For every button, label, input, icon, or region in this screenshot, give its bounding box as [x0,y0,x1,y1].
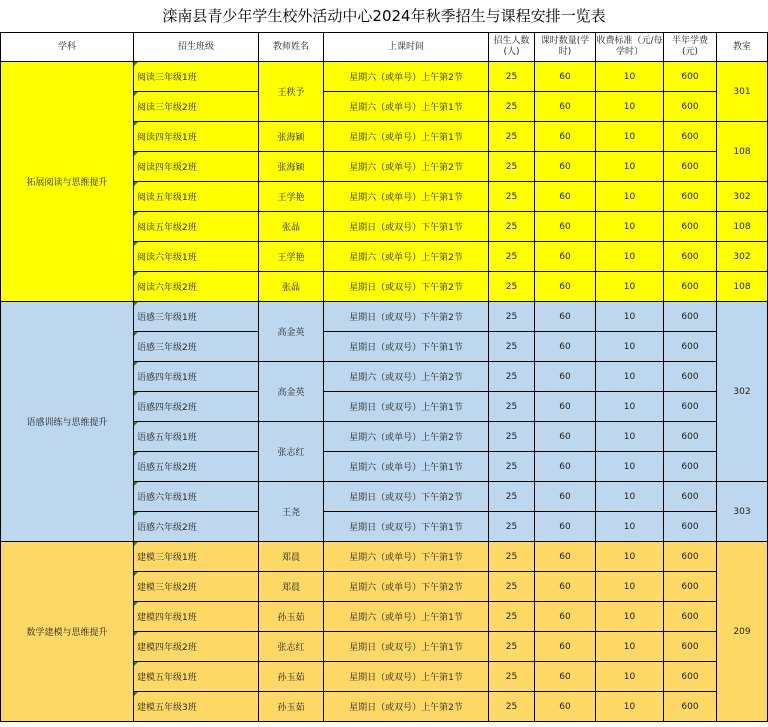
hours-cell[interactable]: 60 [535,572,596,602]
fee-cell[interactable]: 10 [596,602,664,632]
teacher-cell[interactable]: 孙玉茹 [259,662,324,692]
tuition-cell[interactable]: 600 [664,632,717,662]
enrollment-cell[interactable]: 25 [489,302,535,332]
class-cell[interactable]: 阅读四年级2班 [134,152,259,182]
classroom-cell[interactable]: 302 [717,242,768,272]
tuition-cell[interactable]: 600 [664,122,717,152]
class-cell[interactable]: 建模四年级1班 [134,602,259,632]
tuition-cell[interactable]: 600 [664,362,717,392]
teacher-cell[interactable]: 张海颖 [259,152,324,182]
cell-comment-marker [134,152,138,156]
subject-cell[interactable]: 语感训练与思维提升 [1,302,134,542]
fee-cell[interactable]: 10 [596,542,664,572]
teacher-cell[interactable]: 王秩予 [259,62,324,122]
tuition-cell[interactable]: 600 [664,512,717,542]
fee-cell[interactable]: 10 [596,662,664,692]
class-cell[interactable]: 语感四年级2班 [134,392,259,422]
enrollment-cell[interactable]: 25 [489,212,535,242]
hours-cell[interactable]: 60 [535,62,596,92]
enrollment-cell[interactable]: 25 [489,422,535,452]
time-cell[interactable]: 星期六（或单号）上午第1节 [324,122,489,152]
time-cell[interactable]: 星期六（或单号）上午第2节 [324,62,489,92]
classroom-cell[interactable]: 303 [717,482,768,542]
cell-comment-marker [134,542,138,546]
hours-cell[interactable]: 60 [535,122,596,152]
cell-comment-marker [134,512,138,516]
fee-cell[interactable]: 10 [596,392,664,422]
class-cell[interactable]: 建模三年级2班 [134,572,259,602]
tuition-cell[interactable]: 600 [664,182,717,212]
cell-comment-marker [134,362,138,366]
time-cell[interactable]: 星期日（或双号）下午第1节 [324,332,489,362]
enrollment-cell[interactable]: 25 [489,602,535,632]
cell-comment-marker [134,692,138,696]
sheet-title: 滦南县青少年学生校外活动中心2024年秋季招生与课程安排一览表 [162,7,606,25]
fee-cell[interactable]: 10 [596,422,664,452]
subject-cell[interactable]: 数学建模与思维提升 [1,542,134,722]
fee-cell[interactable]: 10 [596,482,664,512]
hours-cell[interactable]: 60 [535,422,596,452]
fee-cell[interactable]: 10 [596,452,664,482]
classroom-cell[interactable]: 209 [717,542,768,722]
hours-cell[interactable]: 60 [535,662,596,692]
class-cell[interactable]: 建模五年级3班 [134,692,259,722]
fee-cell[interactable]: 10 [596,122,664,152]
teacher-cell[interactable]: 王尧 [259,482,324,542]
fee-cell[interactable]: 10 [596,512,664,542]
time-cell[interactable]: 星期日（或双号）下午第2节 [324,302,489,332]
header-class[interactable]: 招生班级 [134,33,259,62]
fee-cell[interactable]: 10 [596,332,664,362]
class-cell[interactable]: 阅读六年级1班 [134,242,259,272]
time-cell[interactable]: 星期日（或双号）上午第1节 [324,392,489,422]
cell-comment-marker [134,92,138,96]
cell-comment-marker [134,392,138,396]
hours-cell[interactable]: 60 [535,302,596,332]
classroom-cell[interactable]: 302 [717,182,768,212]
teacher-cell[interactable]: 张志红 [259,632,324,662]
time-cell[interactable]: 星期六（或单号）下午第1节 [324,542,489,572]
fee-cell[interactable]: 10 [596,572,664,602]
time-cell[interactable]: 星期日（或双号）上午第2节 [324,692,489,722]
fee-cell[interactable]: 10 [596,272,664,302]
cell-comment-marker [134,482,138,486]
classroom-cell[interactable]: 302 [717,302,768,482]
teacher-cell[interactable]: 高金英 [259,302,324,362]
hours-cell[interactable]: 60 [535,182,596,212]
fee-cell[interactable]: 10 [596,692,664,722]
tuition-cell[interactable]: 600 [664,302,717,332]
enrollment-cell[interactable]: 25 [489,482,535,512]
fee-cell[interactable]: 10 [596,632,664,662]
hours-cell[interactable]: 60 [535,542,596,572]
time-cell[interactable]: 星期日（或双号）下午第2节 [324,272,489,302]
enrollment-cell[interactable]: 25 [489,632,535,662]
fee-cell[interactable]: 10 [596,92,664,122]
fee-cell[interactable]: 10 [596,302,664,332]
hours-cell[interactable]: 60 [535,632,596,662]
header-tuition[interactable]: 半年学费(元) [664,33,717,62]
teacher-cell[interactable]: 孙玉茹 [259,602,324,632]
hours-cell[interactable]: 60 [535,392,596,422]
table-row [1,542,768,572]
tuition-cell[interactable]: 600 [664,392,717,422]
class-cell[interactable]: 语感三年级2班 [134,332,259,362]
cell-comment-marker [134,632,138,636]
class-cell[interactable]: 阅读五年级1班 [134,182,259,212]
header-classroom[interactable]: 教室 [717,33,768,62]
hours-cell[interactable]: 60 [535,332,596,362]
cell-comment-marker [134,302,138,306]
class-cell[interactable]: 语感六年级1班 [134,482,259,512]
enrollment-cell[interactable]: 25 [489,662,535,692]
header-teacher[interactable]: 教师姓名 [259,33,324,62]
tuition-cell[interactable]: 600 [664,482,717,512]
time-cell[interactable]: 星期六（或单号）下午第2节 [324,572,489,602]
cell-comment-marker [134,332,138,336]
tuition-cell[interactable]: 600 [664,92,717,122]
enrollment-cell[interactable]: 25 [489,692,535,722]
tuition-cell[interactable]: 600 [664,212,717,242]
time-cell[interactable]: 星期日（或双号）下午第1节 [324,212,489,242]
cell-comment-marker [134,452,138,456]
time-cell[interactable]: 星期六（或单号）上午第1节 [324,452,489,482]
tuition-cell[interactable]: 600 [664,662,717,692]
enrollment-cell[interactable]: 25 [489,362,535,392]
hours-cell[interactable]: 60 [535,92,596,122]
fee-cell[interactable]: 10 [596,362,664,392]
hours-cell[interactable]: 60 [535,152,596,182]
subject-cell[interactable]: 拓展阅读与思维提升 [1,62,134,302]
table-row [1,62,768,92]
classroom-cell[interactable]: 108 [717,272,768,302]
fee-cell[interactable]: 10 [596,212,664,242]
enrollment-cell[interactable]: 25 [489,272,535,302]
cell-comment-marker [134,122,138,126]
class-cell[interactable]: 阅读四年级1班 [134,122,259,152]
enrollment-cell[interactable]: 25 [489,392,535,422]
hours-cell[interactable]: 60 [535,272,596,302]
teacher-cell[interactable]: 张晶 [259,212,324,242]
enrollment-cell[interactable]: 25 [489,452,535,482]
enrollment-cell[interactable]: 25 [489,572,535,602]
class-cell[interactable]: 建模三年级1班 [134,542,259,572]
class-cell[interactable]: 阅读三年级1班 [134,62,259,92]
time-cell[interactable]: 星期六（或单号）上午第1节 [324,602,489,632]
class-cell[interactable]: 语感六年级2班 [134,512,259,542]
table-row [1,302,768,332]
time-cell[interactable]: 星期六（或单号）上午第2节 [324,152,489,182]
fee-cell[interactable]: 10 [596,242,664,272]
fee-cell[interactable]: 10 [596,152,664,182]
tuition-cell[interactable]: 600 [664,452,717,482]
cell-comment-marker [134,212,138,216]
tuition-cell[interactable]: 600 [664,572,717,602]
header-subject[interactable]: 学科 [1,33,134,62]
enrollment-cell[interactable]: 25 [489,512,535,542]
classroom-cell[interactable]: 301 [717,62,768,122]
time-cell[interactable]: 星期六（或单号）上午第2节 [324,422,489,452]
tuition-cell[interactable]: 600 [664,62,717,92]
hours-cell[interactable]: 60 [535,482,596,512]
class-cell[interactable]: 阅读三年级2班 [134,92,259,122]
tuition-cell[interactable]: 600 [664,602,717,632]
enrollment-cell[interactable]: 25 [489,122,535,152]
hours-cell[interactable]: 60 [535,212,596,242]
tuition-cell[interactable]: 600 [664,542,717,572]
cell-comment-marker [134,272,138,276]
teacher-cell[interactable]: 张晶 [259,272,324,302]
tuition-cell[interactable]: 600 [664,692,717,722]
cell-comment-marker [134,242,138,246]
teacher-cell[interactable]: 孙玉茹 [259,692,324,722]
class-cell[interactable]: 语感五年级1班 [134,422,259,452]
header-fee[interactable]: 收费标准（元/每学时） [596,33,664,62]
classroom-cell[interactable]: 108 [717,122,768,182]
hours-cell[interactable]: 60 [535,692,596,722]
cell-comment-marker [134,422,138,426]
time-cell[interactable]: 星期日（或双号）下午第1节 [324,512,489,542]
enrollment-cell[interactable]: 25 [489,542,535,572]
class-cell[interactable]: 阅读五年级2班 [134,212,259,242]
hours-cell[interactable]: 60 [535,362,596,392]
cell-comment-marker [134,182,138,186]
tuition-cell[interactable]: 600 [664,242,717,272]
enrollment-cell[interactable]: 25 [489,92,535,122]
class-cell[interactable]: 建模五年级1班 [134,662,259,692]
header-hours[interactable]: 课时数量(学时) [535,33,596,62]
hours-cell[interactable]: 60 [535,242,596,272]
fee-cell[interactable]: 10 [596,62,664,92]
cell-comment-marker [134,62,138,66]
schedule-table [0,32,768,722]
time-cell[interactable]: 星期六（或双号）上午第2节 [324,362,489,392]
time-cell[interactable]: 星期日（或双号）上午第1节 [324,662,489,692]
class-cell[interactable]: 语感三年级1班 [134,302,259,332]
teacher-cell[interactable]: 郑晨 [259,542,324,572]
class-cell[interactable]: 语感五年级2班 [134,452,259,482]
teacher-cell[interactable]: 高金英 [259,362,324,422]
header-enrollment[interactable]: 招生人数(人) [489,33,535,62]
enrollment-cell[interactable]: 25 [489,182,535,212]
teacher-cell[interactable]: 张海颖 [259,122,324,152]
hours-cell[interactable]: 60 [535,452,596,482]
time-cell[interactable]: 星期六（或单号）上午第1节 [324,182,489,212]
tuition-cell[interactable]: 600 [664,332,717,362]
tuition-cell[interactable]: 600 [664,152,717,182]
header-row [1,33,768,62]
hours-cell[interactable]: 60 [535,602,596,632]
teacher-cell[interactable]: 郑晨 [259,572,324,602]
time-cell[interactable]: 星期日（或双号）上午第1节 [324,632,489,662]
class-cell[interactable]: 建模四年级2班 [134,632,259,662]
time-cell[interactable]: 星期日（或双号）下午第2节 [324,482,489,512]
hours-cell[interactable]: 60 [535,512,596,542]
cell-comment-marker [134,602,138,606]
teacher-cell[interactable]: 王学艳 [259,242,324,272]
enrollment-cell[interactable]: 25 [489,332,535,362]
enrollment-cell[interactable]: 25 [489,152,535,182]
time-cell[interactable]: 星期六（或单号）上午第2节 [324,242,489,272]
tuition-cell[interactable]: 600 [664,422,717,452]
enrollment-cell[interactable]: 25 [489,62,535,92]
header-time[interactable]: 上课时间 [324,33,489,62]
time-cell[interactable]: 星期六（或单号）上午第1节 [324,92,489,122]
class-cell[interactable]: 语感四年级1班 [134,362,259,392]
teacher-cell[interactable]: 王学艳 [259,182,324,212]
tuition-cell[interactable]: 600 [664,272,717,302]
cell-comment-marker [134,572,138,576]
enrollment-cell[interactable]: 25 [489,242,535,272]
fee-cell[interactable]: 10 [596,182,664,212]
classroom-cell[interactable]: 108 [717,212,768,242]
class-cell[interactable]: 阅读六年级2班 [134,272,259,302]
teacher-cell[interactable]: 张志红 [259,422,324,482]
cell-comment-marker [134,662,138,666]
